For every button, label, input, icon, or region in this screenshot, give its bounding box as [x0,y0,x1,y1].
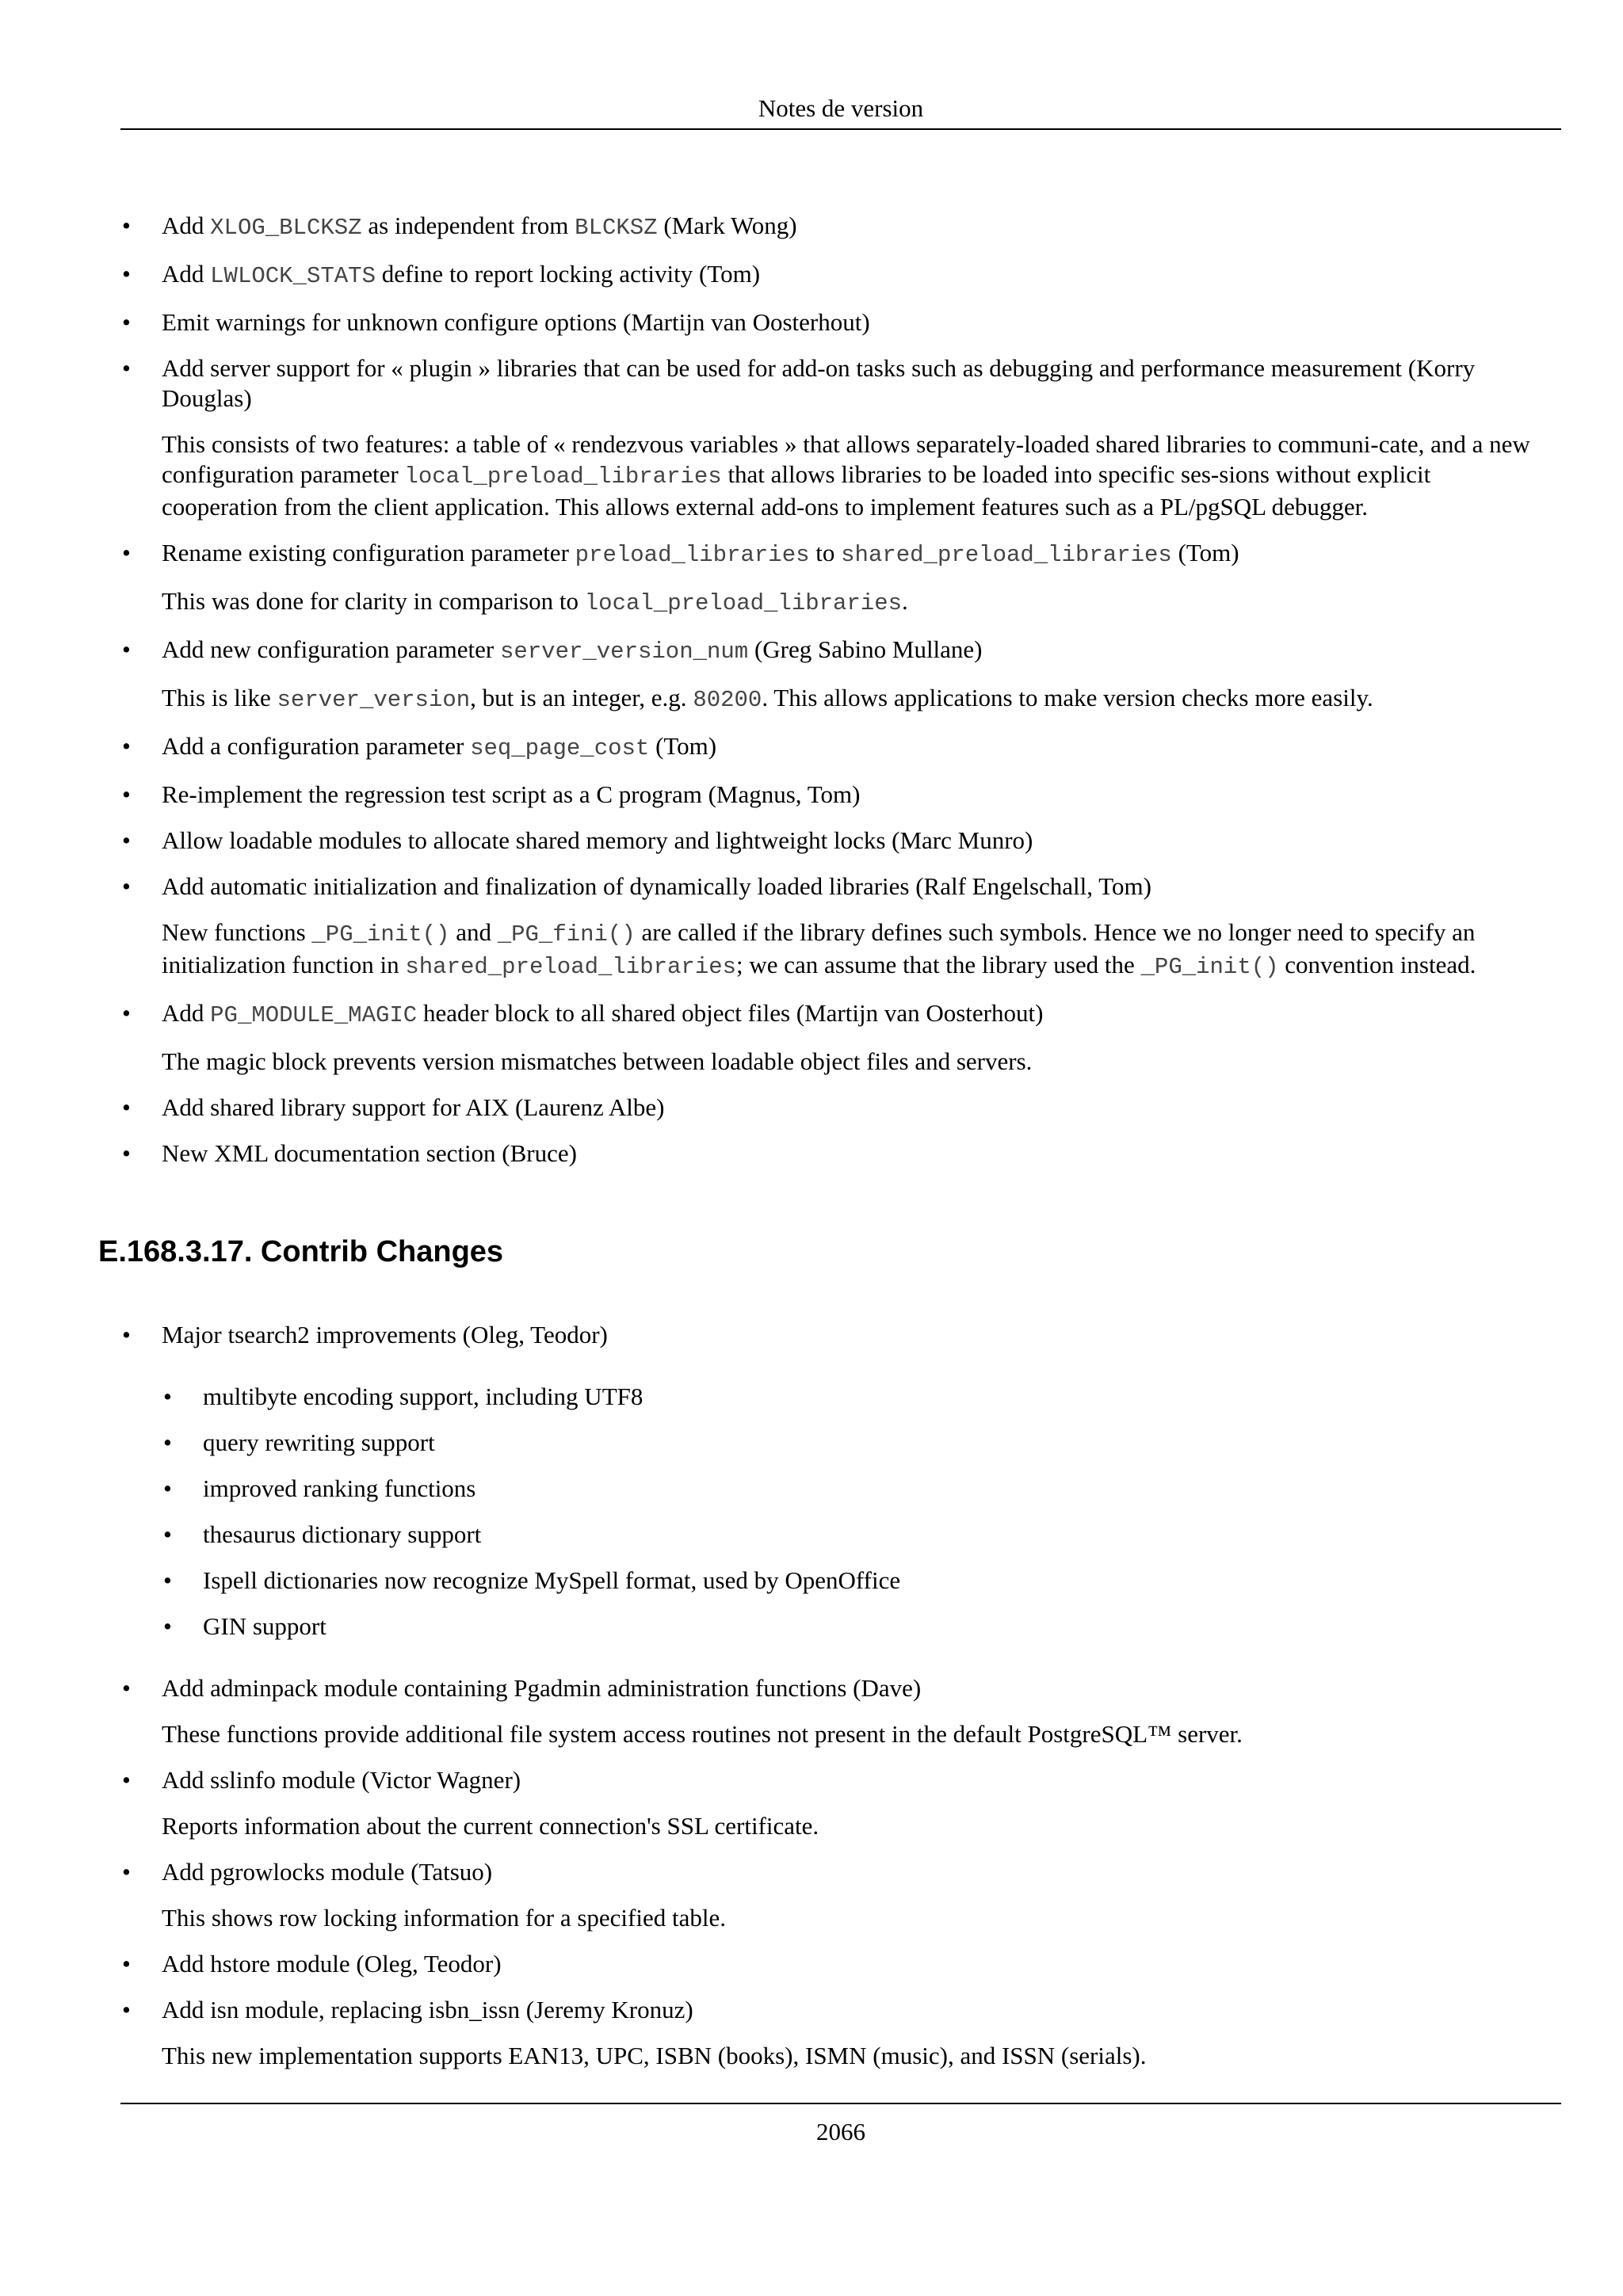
list-item: • Add a configuration parameter seq_page_cost (Tom) [122,732,717,761]
bullet: • [122,1674,131,1702]
list-item: • Major tsearch2 improvements (Oleg, Teodor) [122,1321,608,1348]
list-item: • Add automatic initialization and finalization of dynamically loaded libraries (Ralf Engelschall, Tom) [122,872,1151,900]
item-detail: This is like server_version, but is an integer, e.g. 80200. This allows applications to make version checks more easily. [162,684,1373,713]
bullet: • [122,1766,131,1794]
list-item: • Rename existing configuration parameter preload_libraries to shared_preload_libraries (Tom) [122,539,1239,568]
list-item: • Add new configuration parameter server_version_num (Greg Sabino Mullane) [122,635,983,665]
bullet: • [163,1428,172,1456]
bullet: • [163,1383,172,1410]
running-header: Notes de version [758,94,924,122]
nested-list-item: • multibyte encoding support, including UTF8 [163,1383,643,1410]
bullet: • [122,1093,131,1121]
bullet: • [122,1139,131,1167]
list-item: • Add adminpack module containing Pgadmin administration functions (Dave) [122,1674,922,1702]
header-rule [120,128,1561,130]
bullet: • [163,1474,172,1502]
bullet: • [163,1520,172,1548]
list-item: • Add LWLOCK_STATS define to report locking activity (Tom) [122,260,761,289]
footer-rule [120,2103,1561,2104]
bullet: • [122,732,131,760]
list-item: • Re-implement the regression test script as a C program (Magnus, Tom) [122,780,861,808]
list-item: • Add XLOG_BLCKSZ as independent from BLCKSZ (Mark Wong) [122,212,797,241]
list-item: • Add server support for « plugin » libraries that can be used for add-on tasks such as debugging and performance measurement (Korry Douglas) [122,354,1476,412]
bullet: • [122,354,131,382]
item-detail: This new implementation supports EAN13, UPC, ISBN (books), ISMN (music), and ISSN (serials). [162,2042,1147,2069]
section-heading: E.168.3.17. Contrib Changes [98,1235,504,1268]
list-item: • Add isn module, replacing isbn_issn (Jeremy Kronuz) [122,1996,693,2023]
nested-list-item: • query rewriting support [163,1428,435,1456]
item-detail: This consists of two features: a table of « rendezvous variables » that allows separately-loaded shared libraries to communi-cate, and a new configuration parameter local_preload_libraries that allows libraries to be loaded into specific ses-sions without explicit cooperation from the client application. This allows external add-ons to implement features such as a PL/pgSQL debugger. [162,430,1530,521]
item-detail: This was done for clarity in comparison to local_preload_libraries. [162,587,908,616]
bullet: • [122,308,131,336]
bullet: • [122,260,131,288]
bullet: • [122,1321,131,1348]
bullet: • [122,872,131,900]
item-detail: These functions provide additional file system access routines not present in the default PostgreSQL™ server. [162,1720,1243,1748]
contrib-changes-list [98,1320,1564,2087]
bullet: • [122,539,131,566]
nested-list-item: • improved ranking functions [163,1474,476,1502]
list-item: • Add shared library support for AIX (Laurenz Albe) [122,1093,665,1121]
list-item: • Add PG_MODULE_MAGIC header block to all shared object files (Martijn van Oosterhout) [122,999,1044,1028]
item-detail: New functions _PG_init() and _PG_fini() are called if the library defines such symbols. Hence we no longer need to specify an initialization function in shared_preload_libraries; we can assume that the library used the _PG_init() convention instead. [162,918,1476,980]
bullet: • [163,1612,172,1640]
bullet: • [122,780,131,808]
bullet: • [122,999,131,1027]
nested-list-item: • GIN support [163,1612,327,1640]
bullet: • [122,1858,131,1886]
nested-list [98,1382,1564,1642]
list-item: • New XML documentation section (Bruce) [122,1139,577,1167]
list-item: • Allow loadable modules to allocate shared memory and lightweight locks (Marc Munro) [122,826,1033,854]
page-number: 2066 [816,2118,865,2145]
nested-list-item: • thesaurus dictionary support [163,1520,482,1548]
bullet: • [122,1950,131,1978]
bullet: • [163,1566,172,1594]
list-item: • Emit warnings for unknown configure options (Martijn van Oosterhout) [122,308,870,336]
item-detail: Reports information about the current connection's SSL certificate. [162,1812,819,1840]
bullet: • [122,212,131,239]
list-item: • Add sslinfo module (Victor Wagner) [122,1766,521,1794]
bullet: • [122,1996,131,2023]
bullet: • [122,826,131,854]
list-item: • Add hstore module (Oleg, Teodor) [122,1950,502,1978]
release-notes-list [98,211,1564,1184]
bullet: • [122,635,131,663]
list-item: • Add pgrowlocks module (Tatsuo) [122,1858,493,1886]
item-detail: The magic block prevents version mismatches between loadable object files and servers. [162,1047,1033,1075]
item-detail: This shows row locking information for a specified table. [162,1904,726,1932]
nested-list-item: • Ispell dictionaries now recognize MySpell format, used by OpenOffice [163,1566,901,1594]
